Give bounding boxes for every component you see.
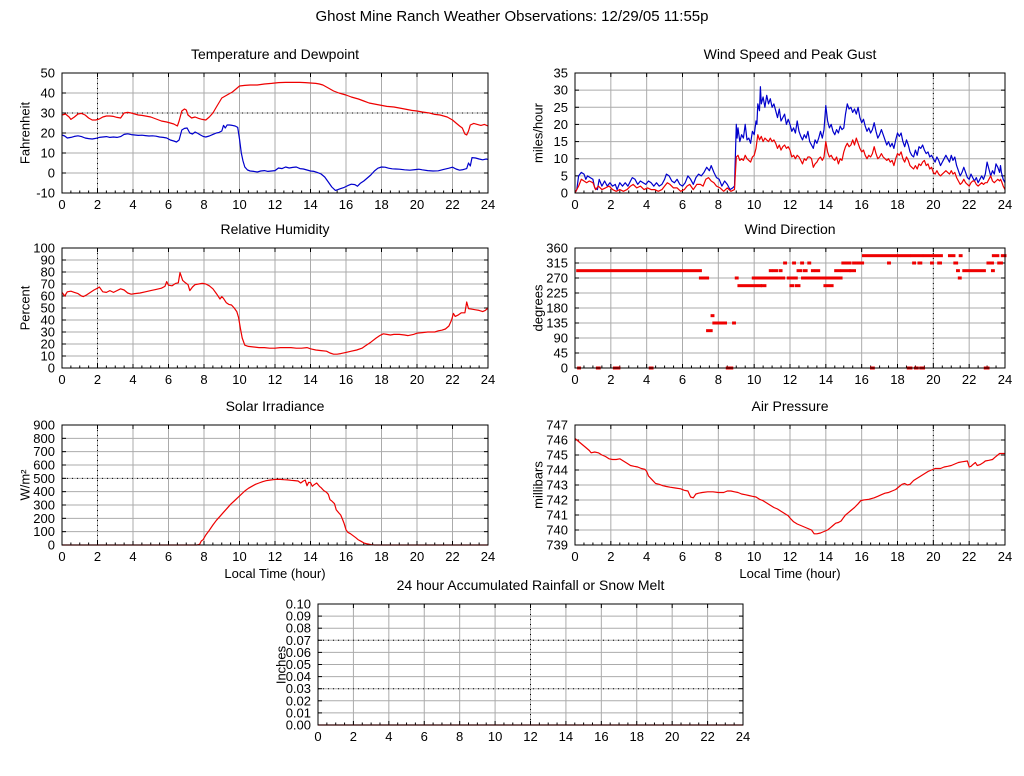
svg-text:6: 6 bbox=[164, 372, 173, 387]
svg-text:8: 8 bbox=[714, 549, 722, 564]
svg-text:24: 24 bbox=[480, 549, 496, 564]
chart-wind-direction bbox=[523, 215, 1024, 420]
svg-text:10: 10 bbox=[746, 197, 762, 212]
svg-text:12: 12 bbox=[267, 197, 283, 212]
svg-text:20: 20 bbox=[664, 729, 680, 744]
svg-text:8: 8 bbox=[200, 549, 208, 564]
svg-text:22: 22 bbox=[700, 729, 715, 744]
svg-text:0.10: 0.10 bbox=[285, 596, 311, 612]
svg-text:16: 16 bbox=[338, 372, 354, 387]
svg-text:24: 24 bbox=[997, 549, 1013, 564]
svg-text:24: 24 bbox=[480, 372, 496, 387]
svg-text:0: 0 bbox=[58, 372, 66, 387]
chart-solar-irradiance bbox=[10, 392, 530, 597]
svg-text:18: 18 bbox=[890, 197, 905, 212]
svg-text:6: 6 bbox=[678, 197, 687, 212]
svg-text:30: 30 bbox=[40, 324, 55, 340]
svg-text:22: 22 bbox=[961, 372, 977, 387]
chart-title: Air Pressure bbox=[751, 398, 829, 414]
svg-text:10: 10 bbox=[487, 729, 503, 744]
svg-text:35: 35 bbox=[553, 65, 568, 81]
svg-text:200: 200 bbox=[33, 510, 55, 526]
svg-text:22: 22 bbox=[445, 197, 460, 212]
svg-text:30: 30 bbox=[553, 82, 568, 98]
svg-text:2: 2 bbox=[93, 197, 102, 212]
svg-text:744: 744 bbox=[546, 462, 568, 478]
svg-text:14: 14 bbox=[818, 372, 834, 387]
svg-text:12: 12 bbox=[267, 372, 283, 387]
svg-text:20: 20 bbox=[409, 372, 425, 387]
chart-rainfall bbox=[266, 571, 786, 776]
svg-text:14: 14 bbox=[303, 549, 318, 564]
svg-text:18: 18 bbox=[374, 372, 389, 387]
svg-text:745: 745 bbox=[546, 447, 568, 463]
svg-text:0.00: 0.00 bbox=[285, 717, 311, 733]
svg-text:0: 0 bbox=[571, 549, 579, 564]
svg-text:0.02: 0.02 bbox=[285, 693, 311, 709]
svg-text:12: 12 bbox=[782, 372, 798, 387]
chart-title: Wind Speed and Peak Gust bbox=[703, 46, 877, 62]
svg-text:4: 4 bbox=[129, 372, 137, 387]
svg-text:12: 12 bbox=[782, 549, 798, 564]
svg-text:739: 739 bbox=[546, 537, 568, 553]
chart-title: Solar Irradiance bbox=[225, 398, 325, 414]
svg-text:2: 2 bbox=[93, 549, 102, 564]
svg-text:0.07: 0.07 bbox=[285, 632, 311, 648]
svg-text:18: 18 bbox=[374, 197, 389, 212]
chart-air-pressure bbox=[523, 392, 1024, 597]
svg-text:14: 14 bbox=[303, 372, 318, 387]
svg-text:24: 24 bbox=[480, 197, 496, 212]
svg-text:12: 12 bbox=[782, 197, 798, 212]
svg-text:8: 8 bbox=[200, 372, 208, 387]
svg-text:10: 10 bbox=[553, 151, 568, 167]
svg-text:742: 742 bbox=[546, 492, 568, 508]
svg-text:0: 0 bbox=[47, 360, 55, 376]
svg-text:100: 100 bbox=[33, 240, 55, 256]
svg-text:40: 40 bbox=[40, 312, 55, 328]
chart-title: 24 hour Accumulated Rainfall or Snow Melt bbox=[396, 577, 665, 593]
page-title: Ghost Mine Ranch Weather Observations: 12/29/05 11:55p bbox=[315, 8, 709, 25]
svg-text:0: 0 bbox=[571, 372, 579, 387]
svg-text:700: 700 bbox=[33, 444, 55, 460]
svg-text:0: 0 bbox=[560, 360, 568, 376]
chart-canvas-wind-direction bbox=[523, 215, 1024, 420]
svg-text:360: 360 bbox=[546, 240, 568, 256]
svg-text:18: 18 bbox=[374, 549, 389, 564]
svg-text:24: 24 bbox=[997, 372, 1013, 387]
svg-text:100: 100 bbox=[33, 524, 55, 540]
y-axis-label: Percent bbox=[17, 285, 33, 331]
y-axis-label: W/m² bbox=[17, 469, 33, 501]
svg-text:18: 18 bbox=[629, 729, 644, 744]
chart-canvas-relative-humidity bbox=[10, 215, 530, 420]
y-axis-label: Fahrenheit bbox=[17, 101, 33, 165]
svg-text:25: 25 bbox=[553, 99, 568, 115]
svg-text:4: 4 bbox=[643, 372, 651, 387]
svg-text:6: 6 bbox=[678, 549, 687, 564]
svg-text:10: 10 bbox=[232, 372, 247, 387]
y-axis-label: Inches bbox=[273, 645, 289, 684]
svg-text:0.05: 0.05 bbox=[285, 657, 311, 672]
svg-text:4: 4 bbox=[129, 197, 137, 212]
svg-text:14: 14 bbox=[818, 197, 834, 212]
svg-text:4: 4 bbox=[385, 729, 393, 744]
chart-title: Relative Humidity bbox=[220, 221, 330, 237]
svg-text:4: 4 bbox=[643, 197, 651, 212]
svg-text:18: 18 bbox=[890, 372, 905, 387]
svg-text:0: 0 bbox=[314, 729, 322, 744]
svg-text:22: 22 bbox=[445, 549, 460, 564]
svg-text:50: 50 bbox=[40, 65, 55, 81]
svg-text:740: 740 bbox=[546, 522, 568, 538]
svg-text:400: 400 bbox=[33, 484, 55, 500]
svg-text:500: 500 bbox=[33, 470, 55, 486]
svg-text:6: 6 bbox=[164, 549, 173, 564]
svg-text:2: 2 bbox=[349, 729, 358, 744]
svg-text:20: 20 bbox=[40, 125, 55, 141]
svg-text:24: 24 bbox=[735, 729, 751, 744]
svg-text:10: 10 bbox=[746, 372, 762, 387]
svg-text:22: 22 bbox=[445, 372, 460, 387]
svg-text:900: 900 bbox=[33, 417, 55, 433]
chart-canvas-rainfall bbox=[266, 571, 786, 776]
svg-text:0.04: 0.04 bbox=[285, 669, 311, 685]
svg-text:2: 2 bbox=[607, 197, 615, 212]
svg-text:8: 8 bbox=[714, 197, 722, 212]
svg-text:225: 225 bbox=[546, 285, 568, 301]
svg-text:0.08: 0.08 bbox=[285, 620, 311, 636]
svg-text:20: 20 bbox=[409, 197, 425, 212]
svg-text:4: 4 bbox=[643, 549, 651, 564]
svg-text:-10: -10 bbox=[36, 185, 55, 201]
svg-text:741: 741 bbox=[546, 507, 568, 523]
svg-text:80: 80 bbox=[40, 264, 55, 280]
svg-text:600: 600 bbox=[33, 457, 55, 473]
svg-text:8: 8 bbox=[200, 197, 208, 212]
x-axis-label: Local Time (hour) bbox=[739, 566, 841, 581]
svg-text:2: 2 bbox=[607, 372, 615, 387]
svg-text:18: 18 bbox=[890, 549, 905, 564]
svg-text:22: 22 bbox=[961, 549, 977, 564]
svg-text:0.03: 0.03 bbox=[285, 681, 311, 697]
y-axis-label: degrees bbox=[530, 284, 546, 332]
chart-title: Wind Direction bbox=[744, 221, 836, 237]
svg-text:12: 12 bbox=[523, 729, 538, 744]
svg-text:0.09: 0.09 bbox=[285, 608, 311, 624]
svg-text:22: 22 bbox=[961, 197, 977, 212]
svg-text:0: 0 bbox=[571, 197, 579, 212]
svg-text:180: 180 bbox=[546, 300, 568, 316]
svg-text:14: 14 bbox=[558, 729, 574, 744]
svg-text:10: 10 bbox=[232, 197, 247, 212]
svg-text:20: 20 bbox=[926, 549, 941, 564]
chart-title: Temperature and Dewpoint bbox=[190, 46, 360, 62]
svg-text:0.06: 0.06 bbox=[285, 644, 311, 660]
svg-text:20: 20 bbox=[40, 336, 55, 352]
svg-text:0: 0 bbox=[47, 537, 55, 553]
svg-text:0: 0 bbox=[58, 197, 66, 212]
svg-text:20: 20 bbox=[926, 197, 941, 212]
svg-text:135: 135 bbox=[546, 315, 568, 331]
svg-text:16: 16 bbox=[594, 729, 609, 744]
svg-text:747: 747 bbox=[546, 417, 568, 433]
svg-text:70: 70 bbox=[40, 276, 55, 292]
svg-text:746: 746 bbox=[546, 432, 568, 448]
svg-text:16: 16 bbox=[338, 197, 354, 212]
svg-text:12: 12 bbox=[267, 549, 283, 564]
svg-text:0: 0 bbox=[560, 185, 568, 201]
svg-text:743: 743 bbox=[546, 477, 568, 493]
svg-text:14: 14 bbox=[818, 549, 834, 564]
svg-text:2: 2 bbox=[93, 372, 102, 387]
svg-text:800: 800 bbox=[33, 430, 55, 446]
svg-text:90: 90 bbox=[553, 330, 568, 346]
svg-text:6: 6 bbox=[164, 197, 173, 212]
svg-text:24: 24 bbox=[997, 197, 1013, 212]
svg-text:2: 2 bbox=[607, 549, 615, 564]
svg-text:16: 16 bbox=[854, 372, 869, 387]
chart-canvas-solar-irradiance bbox=[10, 392, 530, 597]
svg-text:20: 20 bbox=[553, 116, 568, 132]
chart-relative-humidity bbox=[10, 215, 530, 420]
svg-text:50: 50 bbox=[40, 300, 55, 316]
svg-text:14: 14 bbox=[303, 197, 318, 212]
svg-text:16: 16 bbox=[338, 549, 354, 564]
svg-text:8: 8 bbox=[456, 729, 464, 744]
svg-text:6: 6 bbox=[678, 372, 687, 387]
svg-text:90: 90 bbox=[40, 252, 55, 268]
svg-text:10: 10 bbox=[746, 549, 762, 564]
svg-text:270: 270 bbox=[546, 270, 568, 286]
svg-text:10: 10 bbox=[40, 145, 55, 161]
svg-text:20: 20 bbox=[409, 549, 425, 564]
chart-canvas-air-pressure bbox=[523, 392, 1024, 597]
svg-text:16: 16 bbox=[854, 197, 869, 212]
svg-text:60: 60 bbox=[40, 288, 55, 304]
svg-text:8: 8 bbox=[714, 372, 722, 387]
svg-text:15: 15 bbox=[553, 134, 568, 150]
svg-text:40: 40 bbox=[40, 85, 55, 101]
svg-text:45: 45 bbox=[553, 345, 568, 361]
svg-text:10: 10 bbox=[40, 348, 55, 364]
svg-text:20: 20 bbox=[926, 372, 941, 387]
y-axis-label: miles/hour bbox=[530, 103, 546, 163]
svg-text:0: 0 bbox=[58, 549, 66, 564]
svg-text:315: 315 bbox=[546, 255, 568, 271]
y-axis-label: millibars bbox=[530, 461, 546, 509]
svg-text:10: 10 bbox=[232, 549, 247, 564]
x-axis-label: Local Time (hour) bbox=[224, 566, 326, 581]
svg-text:300: 300 bbox=[33, 497, 55, 513]
svg-text:5: 5 bbox=[560, 168, 568, 184]
svg-text:0.01: 0.01 bbox=[285, 705, 311, 721]
svg-text:6: 6 bbox=[420, 729, 428, 744]
svg-text:0: 0 bbox=[47, 165, 55, 181]
svg-text:4: 4 bbox=[129, 549, 137, 564]
svg-text:16: 16 bbox=[854, 549, 869, 564]
svg-text:30: 30 bbox=[40, 105, 55, 121]
